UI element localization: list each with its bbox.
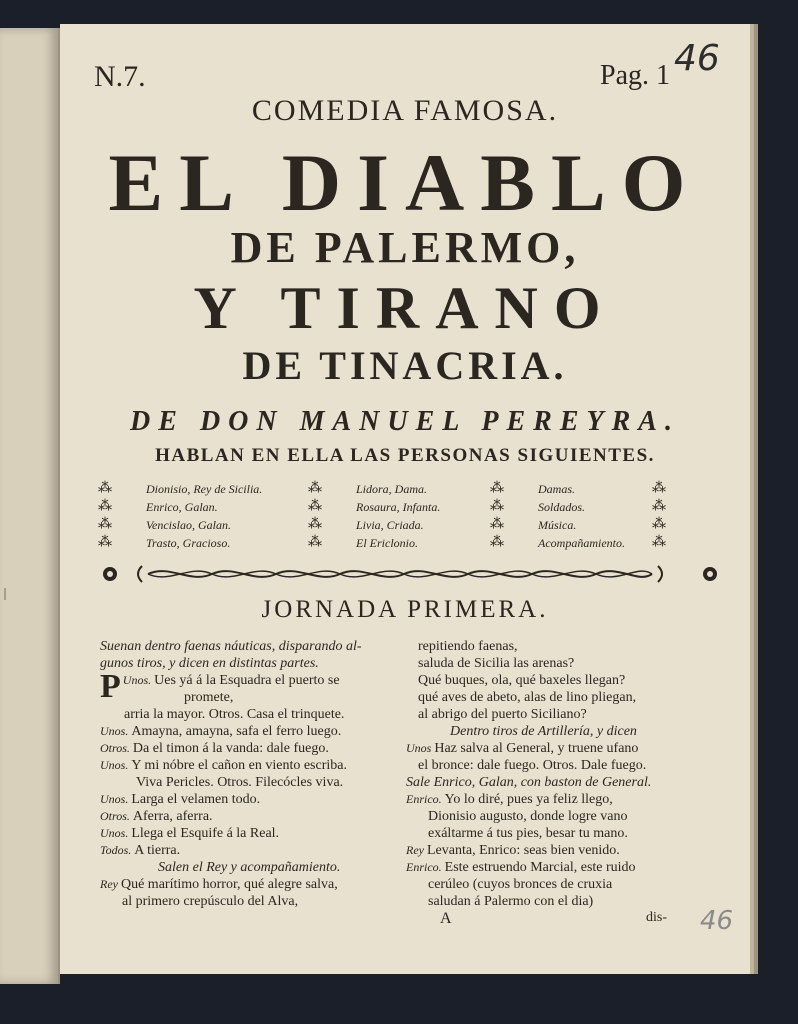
verse-text: Larga el velamen todo. xyxy=(131,792,261,807)
cast-member: Vencislao, Galan. xyxy=(146,518,231,532)
verse-line xyxy=(100,859,420,876)
speaker-label: Enrico. xyxy=(406,792,445,806)
verse-line xyxy=(406,689,726,706)
cast-member: Música. xyxy=(538,518,577,532)
verse-text: Haz salva al General, y truene ufano xyxy=(434,741,639,756)
verse-text: Suenan dentro faenas náuticas, disparando al- xyxy=(100,639,362,654)
cast-stars: ⁂ xyxy=(308,535,323,550)
speaker-label: Todos. xyxy=(100,843,135,857)
verse-text: promete, xyxy=(184,690,234,705)
verse-text: saluda de Sicilia las arenas? xyxy=(418,656,575,671)
cast-heading: HABLAN EN ELLA LAS PERSONAS SIGUIENTES. xyxy=(155,445,655,466)
verse-line xyxy=(406,876,726,893)
speaker-label: Rey xyxy=(100,877,121,891)
verse-text: Amayna, amayna, safa el ferro luego. xyxy=(131,724,342,739)
verse-text: el bronce: dale fuego. Otros. Dale fuego. xyxy=(418,758,647,773)
cast-member: Livia, Criada. xyxy=(356,518,424,532)
verse-line xyxy=(100,825,420,842)
verse-text: Levanta, Enrico: seas bien venido. xyxy=(426,843,620,858)
left-text-column xyxy=(100,638,420,910)
verse-line xyxy=(406,842,726,859)
cast-stars: ⁂ xyxy=(490,535,505,550)
verse-text: Dionisio augusto, donde logre vano xyxy=(428,809,628,824)
cast-stars: ⁂ xyxy=(652,481,667,496)
verse-line xyxy=(100,893,420,910)
speaker-label: Unos. xyxy=(100,826,132,840)
cast-stars: ⁂ xyxy=(490,499,505,514)
verse-line xyxy=(406,859,726,876)
verse-text: Salen el Rey y acompañamiento. xyxy=(158,860,341,875)
cast-stars: ⁂ xyxy=(652,499,667,514)
cast-member: Soldados. xyxy=(538,500,586,514)
verse-line xyxy=(100,774,420,791)
cast-stars: ⁂ xyxy=(98,499,113,514)
verse-text: saludan á Palermo con el dia) xyxy=(428,894,594,909)
title-line-5: DE TINACRIA. xyxy=(242,343,568,388)
verse-text: qué aves de abeto, alas de lino pliegan, xyxy=(418,690,637,705)
verse-text: Aferra, aferra. xyxy=(132,809,213,824)
verse-line xyxy=(100,706,420,723)
verse-text: cerúleo (cuyos bronces de cruxia xyxy=(428,877,613,892)
verse-text: exáltarme á tus pies, besar tu mano. xyxy=(428,826,628,841)
cast-stars: ⁂ xyxy=(490,481,505,496)
right-text-column xyxy=(406,638,726,910)
verse-line xyxy=(100,740,420,757)
verse-text: al primero crepúsculo del Alva, xyxy=(122,894,299,909)
title-line-1: COMEDIA FAMOSA. xyxy=(251,94,559,127)
verse-line xyxy=(406,774,726,791)
cast-stars: ⁂ xyxy=(98,481,113,496)
cast-stars: ⁂ xyxy=(652,535,667,550)
handwritten-folio: 46 xyxy=(674,38,720,79)
verse-text: gunos tiros, y dicen en distintas partes. xyxy=(100,656,319,671)
verse-line xyxy=(406,893,726,910)
cast-member: El Ericlonio. xyxy=(356,536,418,550)
verse-line xyxy=(100,757,420,774)
issue-number: N.7. xyxy=(94,60,146,93)
verse-text: arria la mayor. Otros. Casa el trinquete. xyxy=(124,707,345,722)
cast-stars: ⁂ xyxy=(98,517,113,532)
verse-text: Ues yá á la Esquadra el puerto se xyxy=(154,673,340,688)
speaker-label: Otros. xyxy=(100,741,133,755)
verse-text: A tierra. xyxy=(134,843,181,858)
verse-line xyxy=(100,808,420,825)
verse-line xyxy=(406,740,726,757)
verse-text: Dentro tiros de Artillería, y dicen xyxy=(450,724,637,739)
cast-stars: ⁂ xyxy=(652,517,667,532)
speaker-label: Otros. xyxy=(100,809,133,823)
verse-line xyxy=(100,723,420,740)
verse-line xyxy=(100,842,420,859)
author-line: DE DON MANUEL PEREYRA. xyxy=(130,406,680,437)
verse-line xyxy=(406,723,726,740)
verse-text: Y mi nóbre el cañon en viento escriba. xyxy=(131,758,347,773)
verse-text: Da el timon á la vanda: dale fuego. xyxy=(132,741,329,756)
cast-member: Damas. xyxy=(538,482,576,496)
verse-text: al abrigo del puerto Siciliano? xyxy=(418,707,587,722)
speaker-label: Unos. xyxy=(100,724,132,738)
cast-member: Enrico, Galan. xyxy=(146,500,218,514)
catchword: dis- xyxy=(646,910,667,925)
title-line-3: DE PALERMO, xyxy=(230,223,580,272)
verse-line xyxy=(100,655,420,672)
facing-page-edge xyxy=(0,28,60,984)
verse-text: Yo lo diré, pues ya feliz llego, xyxy=(444,792,613,807)
speaker-label: Unos. xyxy=(100,758,132,772)
title-line-2: EL DIABLO xyxy=(108,137,702,228)
verse-text: Sale Enrico, Galan, con baston de General. xyxy=(406,775,652,790)
drop-capital: P xyxy=(100,668,121,705)
cast-member: Dionisio, Rey de Sicilia. xyxy=(146,482,263,496)
page-number: Pag. 1 xyxy=(600,60,670,91)
verse-text: Viva Pericles. Otros. Filecócles viva. xyxy=(136,775,344,790)
act-heading: JORNADA PRIMERA. xyxy=(261,596,549,623)
cast-member: Trasto, Gracioso. xyxy=(146,536,231,550)
verse-line xyxy=(406,672,726,689)
cast-member: Lidora, Dama. xyxy=(356,482,428,496)
verse-line xyxy=(406,791,726,808)
verse-line xyxy=(406,757,726,774)
verse-line xyxy=(100,689,420,706)
document-page xyxy=(60,24,750,974)
verse-line xyxy=(100,876,420,893)
verse-line xyxy=(406,706,726,723)
speaker-label: Unos. xyxy=(122,673,155,687)
cast-member: Rosaura, Infanta. xyxy=(356,500,441,514)
cast-stars: ⁂ xyxy=(98,535,113,550)
cast-stars: ⁂ xyxy=(308,499,323,514)
speaker-label: Rey xyxy=(406,843,427,857)
verse-text: Qué marítimo horror, qué alegre salva, xyxy=(120,877,338,892)
speaker-label: Enrico. xyxy=(406,860,445,874)
verse-line xyxy=(406,808,726,825)
cast-stars: ⁂ xyxy=(308,517,323,532)
cast-member: Acompañamiento. xyxy=(538,536,625,550)
verse-text: Qué buques, ola, qué baxeles llegan? xyxy=(418,673,626,688)
ornament-rule xyxy=(100,562,720,586)
signature-mark: A xyxy=(440,910,452,927)
cast-stars: ⁂ xyxy=(490,517,505,532)
verse-line xyxy=(406,655,726,672)
verse-text: Llega el Esquife á la Real. xyxy=(131,826,280,841)
verse-text: repitiendo faenas, xyxy=(418,639,518,654)
verse-line xyxy=(406,638,726,655)
verse-line xyxy=(100,791,420,808)
speaker-label: Unos. xyxy=(100,792,132,806)
verse-line xyxy=(406,825,726,842)
title-line-4: Y TIRANO xyxy=(193,275,617,341)
verse-text: Este estruendo Marcial, este ruido xyxy=(444,860,636,875)
speaker-label: Unos xyxy=(406,741,435,755)
verse-line xyxy=(100,638,420,655)
pencil-folio-note: 46 xyxy=(700,906,734,936)
cast-stars: ⁂ xyxy=(308,481,323,496)
